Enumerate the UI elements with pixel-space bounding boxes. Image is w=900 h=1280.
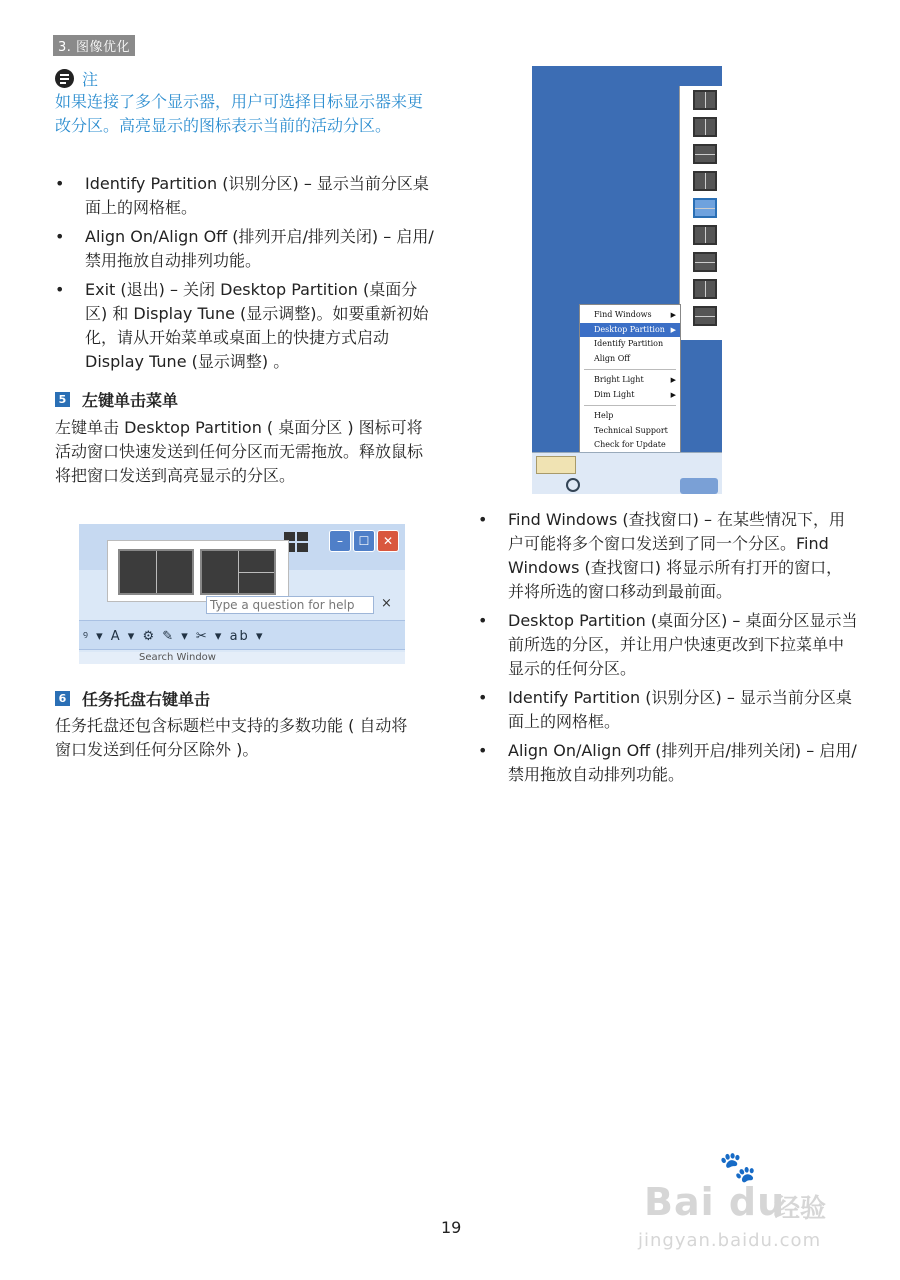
- note-text: 如果连接了多个显示器，用户可选择目标显示器来更改分区。高亮显示的图标表示当前的活动分区。: [55, 92, 424, 135]
- menu-item-help[interactable]: Help: [594, 411, 614, 420]
- partition-icon[interactable]: [693, 279, 717, 299]
- menu-divider: [584, 369, 676, 370]
- watermark-cn: 经验: [774, 1194, 827, 1224]
- note-heading: [55, 67, 98, 90]
- ask-close-icon[interactable]: ×: [381, 596, 392, 611]
- watermark-brand: Bai du: [644, 1180, 786, 1224]
- partition-option-three-pane[interactable]: [200, 549, 276, 595]
- partition-icon[interactable]: [693, 225, 717, 245]
- note-icon: [55, 69, 74, 88]
- partition-icon[interactable]: [693, 144, 717, 164]
- section5-number: 5: [55, 392, 70, 407]
- section6-text: 任务托盘还包含标题栏中支持的多数功能 ( 自动将窗口发送到任何分区除外 )。: [55, 716, 408, 759]
- window-buttons: [329, 530, 399, 552]
- paw-logo-icon: 🐾: [719, 1150, 757, 1185]
- partition-icon[interactable]: [693, 306, 717, 326]
- section5-title: 左键单击菜单: [82, 391, 179, 410]
- baidu-watermark: [634, 1150, 854, 1255]
- taskbar-button[interactable]: [536, 456, 576, 474]
- menu-item-identify-partition[interactable]: Identify Partition: [594, 339, 664, 348]
- menu-divider: [584, 405, 676, 406]
- office-screenshot: [79, 524, 405, 664]
- tray-menu-screenshot: [532, 66, 722, 494]
- menu-item-align-off[interactable]: Align Off: [594, 353, 630, 363]
- menu-item-desktop-partition[interactable]: Desktop Partition ▶: [580, 323, 680, 338]
- section6-title: 任务托盘右键单击: [82, 690, 211, 709]
- section6-heading: [55, 687, 210, 710]
- maximize-icon[interactable]: ☐: [353, 530, 375, 552]
- list-item: • Identify Partition (识别分区) – 显示当前分区桌面上的网格框。: [55, 172, 435, 220]
- list-item: • Align On/Align Off (排列开启/排列关闭) – 启用/禁用拖放自动排列功能。: [478, 739, 858, 787]
- list-item: • Identify Partition (识别分区) – 显示当前分区桌面上的网格框。: [478, 686, 858, 734]
- partition-icon-strip: [679, 86, 722, 340]
- search-icon[interactable]: [566, 478, 580, 492]
- office-bottom-strip: Search Window: [79, 652, 405, 664]
- partition-icon[interactable]: [693, 252, 717, 272]
- watermark-url: jingyan.baidu.com: [638, 1230, 822, 1251]
- list-item: • Desktop Partition (桌面分区) – 桌面分区显示当前所选的分区，并让用户快速更改到下拉菜单中显示的任何分区。: [478, 609, 858, 681]
- menu-item-find-windows[interactable]: Find Windows ▶: [594, 310, 676, 319]
- partition-icon[interactable]: [693, 171, 717, 191]
- page-number: 19: [441, 1218, 462, 1237]
- section5-text: 左键单击 Desktop Partition ( 桌面分区 ) 图标可将活动窗口快速发送到任何分区而无需拖放。释放鼠标将把窗口发送到高亮显示的分区。: [55, 418, 424, 485]
- section5-heading: [55, 388, 178, 411]
- right-bullet-list: [478, 508, 858, 792]
- formatting-toolbar: ꝰ ▾ A ▾ ⚙ ✎ ▾ ✂ ▾ ab ▾: [79, 620, 405, 650]
- note-title: 注: [82, 70, 99, 89]
- partition-popup: [107, 540, 289, 602]
- menu-item-technical-support[interactable]: Technical Support: [594, 425, 668, 435]
- ask-question-input[interactable]: Type a question for help: [206, 596, 374, 614]
- left-bullet-list: [55, 172, 435, 379]
- partition-icon-selected[interactable]: [693, 198, 717, 218]
- list-item: • Align On/Align Off (排列开启/排列关闭) – 启用/禁用拖放自动排列功能。: [55, 225, 435, 273]
- list-item: • Exit (退出) – 关闭 Desktop Partition (桌面分区) 和 Display Tune (显示调整)。如要重新初始化，请从开始菜单或桌面上的快捷方式启动 Display Tune (显示调整) 。: [55, 278, 435, 374]
- menu-item-check-for-update[interactable]: Check for Update: [594, 440, 666, 449]
- system-tray[interactable]: [680, 478, 718, 494]
- partition-option-two-column[interactable]: [118, 549, 194, 595]
- close-icon[interactable]: ✕: [377, 530, 399, 552]
- section6-number: 6: [55, 691, 70, 706]
- list-item: • Find Windows (查找窗口) – 在某些情况下，用户可能将多个窗口发送到了同一个分区。Find Windows (查找窗口) 将显示所有打开的窗口，并将所选的窗口移动到最前面。: [478, 508, 858, 604]
- minimize-icon[interactable]: –: [329, 530, 351, 552]
- menu-item-bright-light[interactable]: Bright Light ▶: [594, 375, 676, 384]
- partition-icon[interactable]: [693, 117, 717, 137]
- partition-icon[interactable]: [693, 90, 717, 110]
- section-tab: 3. 图像优化: [53, 35, 135, 56]
- menu-item-dim-light[interactable]: Dim Light ▶: [594, 389, 676, 399]
